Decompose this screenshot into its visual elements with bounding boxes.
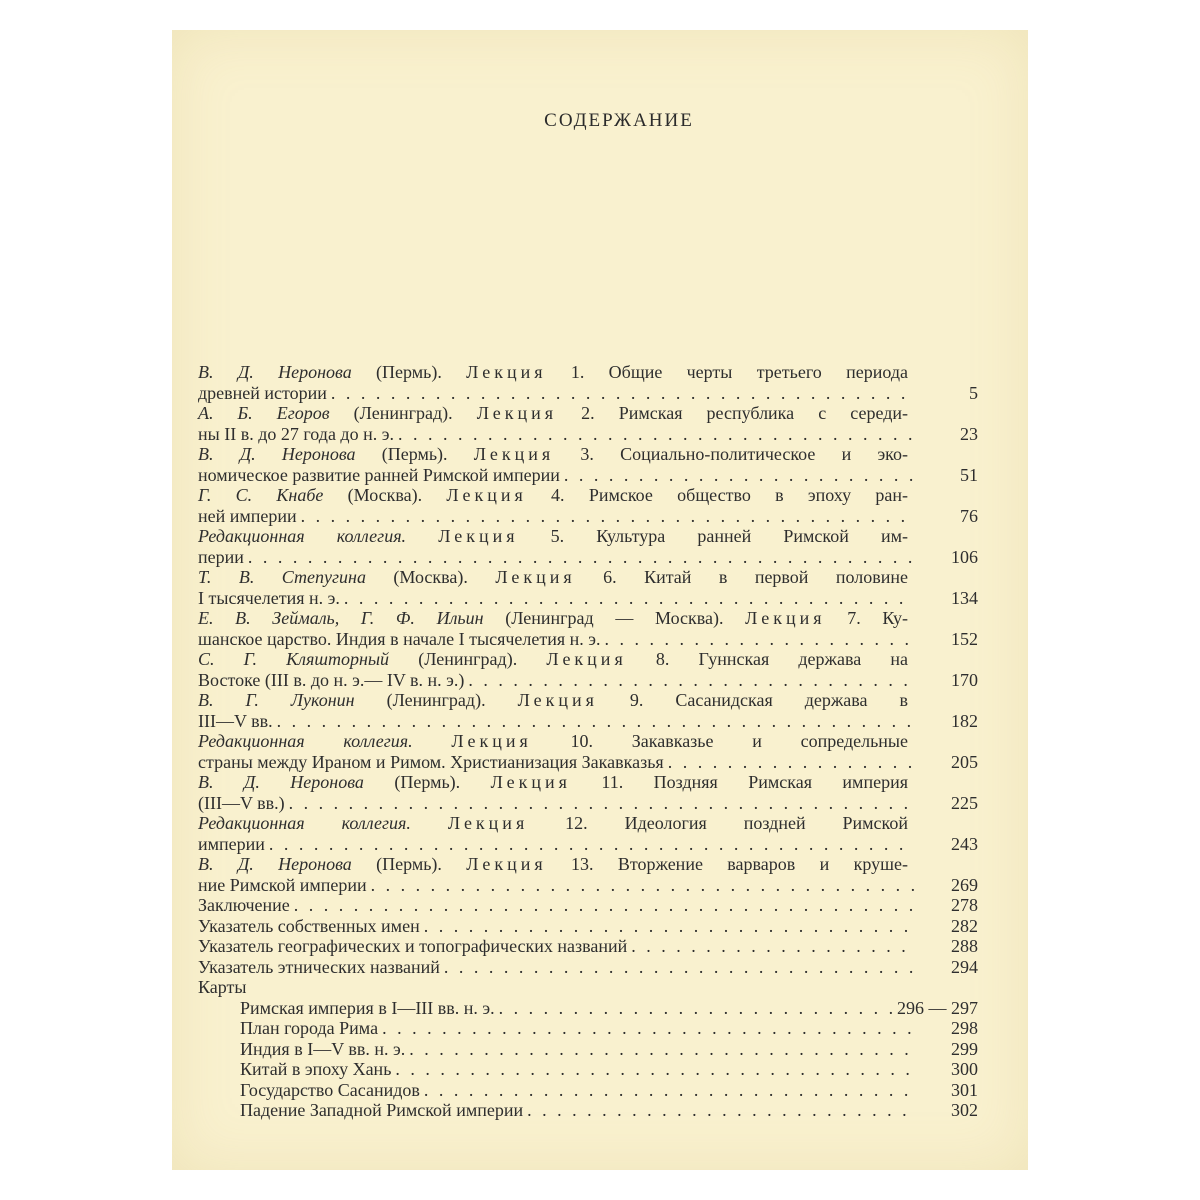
entry-heading — [198, 567, 978, 588]
dot-leader — [382, 1018, 914, 1039]
entry-heading — [198, 649, 978, 670]
toc-map-item — [198, 1018, 978, 1039]
entry-author: Т. В. Степугина — [198, 567, 366, 587]
entry-author: В. Д. Неронова — [198, 444, 356, 464]
entry-author: В. Д. Неронова — [198, 854, 352, 874]
entry-lecture-title: 5. Культура ранней Римской им- — [518, 526, 908, 546]
book-page — [172, 30, 1028, 1170]
page-number: 23 — [960, 423, 978, 444]
entry-lecture-title: 2. Римская республика с середи- — [557, 403, 908, 423]
entry-place: (Москва). — [365, 567, 496, 587]
toc-entry-2 — [198, 403, 978, 444]
page-number: 76 — [960, 505, 978, 526]
entry-heading — [198, 362, 978, 383]
entry-heading — [198, 403, 978, 424]
page-number: 288 — [951, 936, 978, 956]
entry-lecture-label: Лекция — [446, 485, 527, 505]
entry-heading — [198, 526, 978, 547]
dot-leader — [371, 875, 914, 896]
dot-leader — [631, 936, 914, 957]
page-number: 294 — [951, 956, 978, 977]
entry-place: (Ленинград). — [389, 649, 547, 669]
entry-title-continued: III—V вв. — [198, 710, 273, 731]
dot-leader — [248, 547, 914, 568]
entry-place: (Ленинград). — [329, 403, 477, 423]
toc-index-ethnic — [198, 957, 978, 978]
toc-entry-6 — [198, 567, 978, 608]
entry-lecture-label: Лекция — [476, 403, 558, 423]
toc-entry-5 — [198, 526, 978, 567]
dot-leader — [424, 916, 914, 937]
dot-leader — [277, 711, 914, 732]
dot-leader — [301, 506, 914, 527]
page-number: 302 — [951, 1100, 978, 1120]
entry-heading — [198, 813, 978, 834]
entry-continuation — [198, 465, 978, 486]
toc-label: Заключение — [198, 895, 290, 915]
page-number: 243 — [951, 833, 978, 854]
toc-map-item — [198, 1039, 978, 1060]
entry-continuation — [198, 629, 978, 650]
entry-lecture-label: Лекция — [447, 813, 529, 833]
entry-author: А. Б. Егоров — [198, 403, 330, 423]
page-number: 296 — 297 — [897, 997, 978, 1018]
entry-lecture-title: 1. Общие черты третьего периода — [546, 362, 908, 382]
entry-author: В. Д. Неронова — [198, 362, 352, 382]
entry-author: В. Д. Неронова — [198, 772, 364, 792]
toc-label: Указатель собственных имен — [198, 915, 420, 936]
entry-lecture-label: Лекция — [495, 567, 576, 587]
page-number: 5 — [969, 382, 978, 403]
entry-title-continued: древней истории — [198, 382, 327, 403]
page-number: 106 — [951, 546, 978, 567]
dot-leader — [668, 752, 914, 773]
entry-lecture-title: 9. Сасанидская держава в — [597, 690, 909, 710]
page-number: 300 — [951, 1059, 978, 1079]
page-number: 282 — [951, 915, 978, 936]
page-number: 301 — [951, 1079, 978, 1100]
entry-author: В. Г. Луконин — [198, 690, 355, 710]
toc-map-item — [198, 1080, 978, 1101]
entry-continuation — [198, 752, 978, 773]
toc-map-item — [198, 998, 978, 1019]
entry-continuation — [198, 383, 978, 404]
entry-heading — [198, 485, 978, 506]
entry-place — [413, 731, 452, 751]
entry-place: (Ленинград). — [354, 690, 518, 710]
entry-place: (Пермь). — [355, 444, 474, 464]
entry-continuation — [198, 547, 978, 568]
dot-leader — [409, 1039, 914, 1060]
entry-lecture-label: Лекция — [466, 362, 547, 382]
toc-label: Китай в эпоху Хань — [240, 1059, 392, 1079]
entry-lecture-label: Лекция — [451, 731, 532, 751]
dot-leader — [331, 383, 914, 404]
entry-author: Г. С. Кнабе — [198, 485, 324, 505]
dot-leader — [398, 424, 914, 445]
dot-leader — [444, 957, 914, 978]
entry-title-continued: страны между Ираном и Римом. Христианизация Закавказья — [198, 751, 664, 772]
page-number: 134 — [951, 587, 978, 608]
page-number: 152 — [951, 628, 978, 649]
toc-entry-7 — [198, 608, 978, 649]
dot-leader — [395, 1059, 914, 1080]
entry-author: Е. В. Зеймаль, Г. Ф. Ильин — [198, 608, 484, 628]
toc-entry-12 — [198, 813, 978, 854]
entry-lecture-title: 4. Римское общество в эпоху ран- — [526, 485, 909, 505]
toc-entry-4 — [198, 485, 978, 526]
entry-heading — [198, 690, 978, 711]
entry-lecture-title: 7. Ку- — [825, 608, 909, 628]
entry-author: Редакционная коллегия. — [198, 731, 413, 751]
entry-continuation — [198, 875, 978, 896]
entry-title-continued: номическое развитие ранней Римской империи — [198, 464, 560, 485]
toc-label: Государство Сасанидов — [240, 1079, 420, 1100]
entry-continuation — [198, 834, 978, 855]
page-number: 269 — [951, 874, 978, 895]
entry-title-continued: ние Римской империи — [198, 874, 367, 895]
dot-leader — [289, 793, 914, 814]
toc-entry-3 — [198, 444, 978, 485]
page-number: 225 — [951, 792, 978, 813]
entry-author: Редакционная коллегия. — [198, 813, 411, 833]
entry-place: (Пермь). — [351, 854, 467, 874]
entry-title-continued: ней империи — [198, 505, 297, 526]
page-number: 182 — [951, 710, 978, 731]
toc-entry-10 — [198, 731, 978, 772]
entry-place: (Пермь). — [351, 362, 467, 382]
entry-title-continued: I тысячелетия н. э. — [198, 587, 340, 608]
toc-entry-1 — [198, 362, 978, 403]
entry-lecture-label: Лекция — [517, 690, 598, 710]
dot-leader — [344, 588, 914, 609]
toc-entry-13 — [198, 854, 978, 895]
entry-continuation — [198, 711, 978, 732]
entry-place: (Пермь). — [363, 772, 491, 792]
page-number: 298 — [951, 1018, 978, 1038]
entry-continuation — [198, 588, 978, 609]
entry-lecture-title: 10. Закавказье и сопредельные — [531, 731, 909, 751]
toc-maps-heading — [198, 977, 978, 998]
dot-leader — [269, 834, 914, 855]
page-number: 51 — [960, 464, 978, 485]
toc-index-names — [198, 916, 978, 937]
toc-entry-9 — [198, 690, 978, 731]
toc-label: Индия в I—V вв. н. э. — [240, 1038, 406, 1059]
entry-continuation — [198, 424, 978, 445]
entry-lecture-label: Лекция — [546, 649, 627, 669]
toc-label: Карты — [198, 977, 247, 997]
entry-place: (Москва). — [323, 485, 447, 505]
entry-lecture-label: Лекция — [438, 526, 519, 546]
toc-conclusion — [198, 895, 978, 916]
entry-heading — [198, 772, 978, 793]
entry-continuation — [198, 506, 978, 527]
entry-lecture-title: 11. Поздняя Римская империя — [570, 772, 908, 792]
toc-label: Указатель географических и топографических названий — [198, 936, 628, 956]
toc-entry-11 — [198, 772, 978, 813]
dot-leader — [605, 629, 914, 650]
toc-label: Указатель этнических названий — [198, 956, 440, 977]
entry-heading — [198, 608, 978, 629]
toc-label: Падение Западной Римской империи — [240, 1100, 524, 1120]
toc-map-item — [198, 1100, 978, 1121]
entry-author: С. Г. Кляшторный — [198, 649, 390, 669]
toc-entry-8 — [198, 649, 978, 690]
entry-heading — [198, 854, 978, 875]
page-title: СОДЕРЖАНИЕ — [544, 110, 694, 131]
entry-lecture-label: Лекция — [473, 444, 555, 464]
entry-place — [411, 813, 448, 833]
dot-leader — [294, 895, 914, 916]
entry-place: (Ленинград — Москва). — [483, 608, 746, 628]
dot-leader — [468, 670, 914, 691]
toc-index-geographic — [198, 936, 978, 957]
entry-lecture-title: 12. Идеология поздней Римской — [528, 813, 909, 833]
entry-place — [406, 526, 438, 546]
entry-title-continued: ны II в. до 27 года до н. э. — [198, 423, 394, 444]
entry-continuation — [198, 793, 978, 814]
toc-label: Римская империя в I—III вв. н. э. — [240, 997, 495, 1018]
entry-lecture-title: 6. Китай в первой половине — [575, 567, 909, 587]
page-number: 205 — [951, 751, 978, 772]
page-number: 278 — [951, 895, 978, 915]
page-number: 299 — [951, 1038, 978, 1059]
entry-title-continued: империи — [198, 833, 265, 854]
page-number: 170 — [951, 669, 978, 690]
entry-continuation — [198, 670, 978, 691]
entry-heading — [198, 444, 978, 465]
dot-leader — [527, 1100, 914, 1121]
entry-lecture-title: 13. Вторжение варваров и круше- — [546, 854, 908, 874]
table-of-contents — [198, 362, 978, 1121]
entry-lecture-title: 8. Гуннская держава на — [626, 649, 908, 669]
entry-author: Редакционная коллегия. — [198, 526, 407, 546]
entry-lecture-label: Лекция — [745, 608, 826, 628]
entry-title-continued: шанское царство. Индия в начале I тысячелетия н. э. — [198, 628, 601, 649]
toc-label: План города Рима — [240, 1018, 379, 1038]
entry-title-continued: перии — [198, 546, 244, 567]
toc-map-item — [198, 1059, 978, 1080]
entry-lecture-label: Лекция — [490, 772, 571, 792]
entry-title-continued: (III—V вв.) — [198, 792, 285, 813]
dot-leader — [424, 1080, 914, 1101]
entry-title-continued: Востоке (III в. до н. э.— IV в. н. э.) — [198, 669, 465, 690]
dot-leader — [499, 998, 893, 1019]
dot-leader — [564, 465, 914, 486]
entry-lecture-label: Лекция — [466, 854, 547, 874]
entry-heading — [198, 731, 978, 752]
entry-lecture-title: 3. Социально-политическое и эко- — [554, 444, 909, 464]
